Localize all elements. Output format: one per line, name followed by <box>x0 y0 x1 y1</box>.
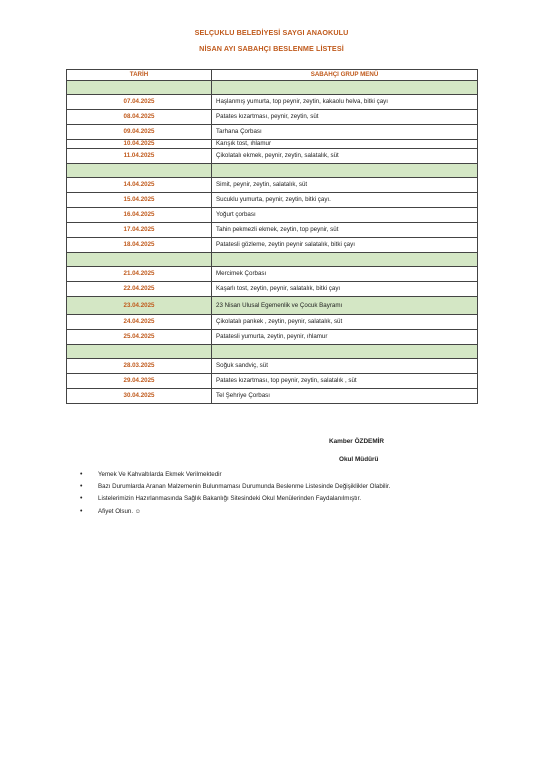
bullet-icon: • <box>80 495 83 503</box>
table-row <box>67 267 478 282</box>
bullet-icon: • <box>80 507 83 515</box>
table-row <box>67 389 478 404</box>
menu-cell: Mercimek Çorbası <box>212 267 478 282</box>
table-row <box>67 374 478 389</box>
menu-cell: Tarhana Çorbası <box>212 125 478 140</box>
table-row <box>67 297 478 315</box>
table-row <box>67 282 478 297</box>
menu-cell: Sucuklu yumurta, peynir, zeytin, bitki çayı. <box>212 193 478 208</box>
date-cell: 10.04.2025 <box>67 140 212 149</box>
separator-cell <box>67 164 212 178</box>
table-row <box>67 330 478 345</box>
date-column-header: TARİH <box>67 70 212 81</box>
table-row <box>67 140 478 149</box>
table-row <box>67 178 478 193</box>
menu-table <box>66 69 478 404</box>
date-cell: 09.04.2025 <box>67 125 212 140</box>
principal-title: Okul Müdürü <box>339 456 379 463</box>
separator-cell <box>67 253 212 267</box>
date-cell: 21.04.2025 <box>67 267 212 282</box>
note-text: Listelerimizin Hazırlanmasında Sağlık Bakanlığı Sitesindeki Okul Menülerinden Faydalanılmıştır. <box>98 495 362 503</box>
date-cell: 14.04.2025 <box>67 178 212 193</box>
separator-cell <box>212 164 478 178</box>
table-row <box>67 125 478 140</box>
note-text: Bazı Durumlarda Aranan Malzemenin Bulunmaması Durumunda Beslenme Listesinde Değişiklikler Olabilir. <box>98 483 391 491</box>
table-row <box>67 149 478 164</box>
menu-cell: 23 Nisan Ulusal Egemenlik ve Çocuk Bayramı <box>212 297 478 315</box>
note-text: Yemek Ve Kahvaltılarda Ekmek Verilmektedir <box>98 471 222 478</box>
menu-cell: Simit, peynir, zeytin, salatalık, süt <box>212 178 478 193</box>
menu-cell: Yoğurt çorbası <box>212 208 478 223</box>
week-separator-row <box>67 81 478 95</box>
date-cell: 16.04.2025 <box>67 208 212 223</box>
menu-cell: Patates kızartması, peynir, zeytin, süt <box>212 110 478 125</box>
bullet-icon: • <box>80 483 83 491</box>
separator-cell <box>212 81 478 95</box>
table-row <box>67 208 478 223</box>
separator-cell <box>67 81 212 95</box>
table-row <box>67 359 478 374</box>
date-cell: 17.04.2025 <box>67 223 212 238</box>
menu-table-body <box>67 81 478 404</box>
menu-cell: Patatesli gözleme, zeytin peynir salatalık, bitki çayı <box>212 238 478 253</box>
bullet-icon: • <box>80 471 83 478</box>
notes-list <box>80 471 520 520</box>
school-name: SELÇUKLU BELEDİYESİ SAYGI ANAOKULU <box>194 28 349 37</box>
week-separator-row <box>67 164 478 178</box>
date-cell: 23.04.2025 <box>67 297 212 315</box>
menu-column-header: SABAHÇI GRUP MENÜ <box>212 70 478 81</box>
date-cell: 24.04.2025 <box>67 315 212 330</box>
menu-cell: Karışık tost, ıhlamur <box>212 140 478 149</box>
table-row <box>67 193 478 208</box>
table-header-row <box>67 70 478 81</box>
menu-cell: Tel Şehriye Çorbası <box>212 389 478 404</box>
week-separator-row <box>67 345 478 359</box>
date-cell: 15.04.2025 <box>67 193 212 208</box>
menu-cell: Haşlanmış yumurta, top peynir, zeytin, kakaolu helva, bitki çayı <box>212 95 478 110</box>
menu-cell: Patatesli yumurta, zeytin, peynir, ıhlamur <box>212 330 478 345</box>
date-cell: 22.04.2025 <box>67 282 212 297</box>
date-cell: 28.03.2025 <box>67 359 212 374</box>
date-cell: 29.04.2025 <box>67 374 212 389</box>
note-item <box>80 508 520 516</box>
date-cell: 25.04.2025 <box>67 330 212 345</box>
menu-cell: Tahin pekmezli ekmek, zeytin, top peynir, süt <box>212 223 478 238</box>
table-row <box>67 238 478 253</box>
date-cell: 18.04.2025 <box>67 238 212 253</box>
table-row <box>67 315 478 330</box>
separator-cell <box>212 253 478 267</box>
menu-cell: Çikolatalı pankek , zeytin, peynir, salatalık, süt <box>212 315 478 330</box>
table-row <box>67 110 478 125</box>
menu-cell: Patates kızartması, top peynir, zeytin, salatalık , süt <box>212 374 478 389</box>
menu-cell: Kaşarlı tost, zeytin, peynir, salatalık, bitki çayı <box>212 282 478 297</box>
menu-cell: Çikolatalı ekmek, peynir, zeytin, salatalık, süt <box>212 149 478 164</box>
table-row <box>67 95 478 110</box>
list-title: NİSAN AYI SABAHÇI BESLENME LİSTESİ <box>199 44 344 53</box>
separator-cell <box>67 345 212 359</box>
table-row <box>67 223 478 238</box>
date-cell: 08.04.2025 <box>67 110 212 125</box>
note-item <box>80 471 520 479</box>
date-cell: 30.04.2025 <box>67 389 212 404</box>
date-cell: 07.04.2025 <box>67 95 212 110</box>
menu-cell: Soğuk sandviç, süt <box>212 359 478 374</box>
date-cell: 11.04.2025 <box>67 149 212 164</box>
principal-name: Kamber ÖZDEMİR <box>329 438 385 445</box>
note-text: Afiyet Olsun. ☺ <box>98 507 142 515</box>
note-item <box>80 483 520 491</box>
week-separator-row <box>67 253 478 267</box>
note-item <box>80 495 520 503</box>
separator-cell <box>212 345 478 359</box>
